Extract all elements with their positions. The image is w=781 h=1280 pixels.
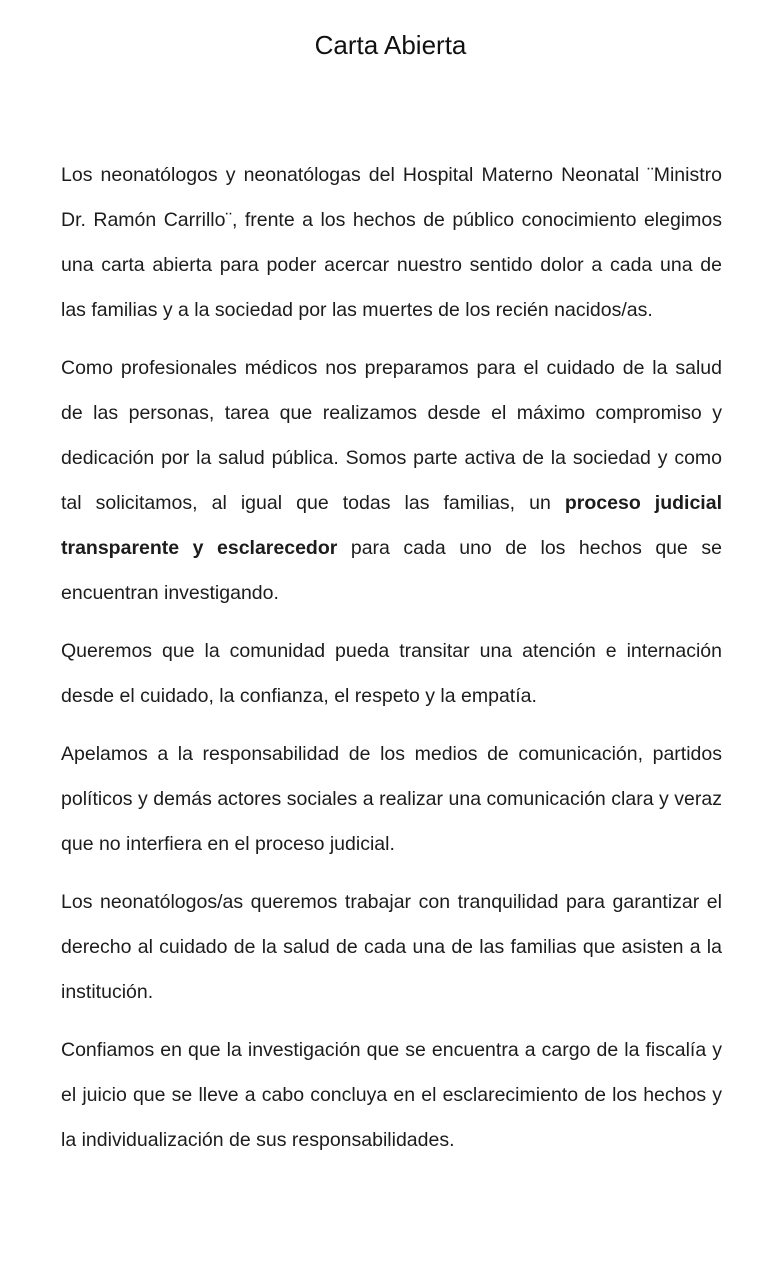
paragraph-intro: Los neonatólogos y neonatólogas del Hospital Materno Neonatal ¨Ministro Dr. Ramón Carrillo¨, frente a los hechos de público conocimiento elegimos una carta abierta para poder acercar nuestro sentido dolor a cada una de las familias y a la sociedad por las muertes de los recién nacidos/as. (61, 164, 722, 321)
paragraph-investigation: Confiamos en que la investigación que se encuentra a cargo de la fiscalía y el juicio que se lleve a cabo concluya en el esclarecimiento de los hechos y la individualización de sus responsabilidades. (61, 1039, 722, 1151)
paragraph-professionals-start: Como profesionales médicos nos preparamos para el cuidado de la salud de las personas, tarea que realizamos desde el máximo compromiso y dedicación por la salud pública. Somos parte activa de la sociedad y como tal solicitamos, al igual que todas las familias, un (61, 357, 722, 514)
paragraph-professionals (61, 346, 722, 616)
paragraph-professionals-end: para cada uno de los hechos que se encuentran investigando. (61, 537, 722, 604)
letter-body (61, 153, 722, 1174)
emphasis-judicial-process: proceso judicial transparente y esclarecedor (61, 492, 722, 559)
paragraph-media: Apelamos a la responsabilidad de los medios de comunicación, partidos políticos y demás actores sociales a realizar una comunicación clara y veraz que no interfiera en el proceso judicial. (61, 743, 722, 855)
paragraph-neonatologists: Los neonatólogos/as queremos trabajar con tranquilidad para garantizar el derecho al cuidado de la salud de cada una de las familias que asisten a la institución. (61, 891, 722, 1003)
letter-title: Carta Abierta (314, 30, 467, 60)
paragraph-community: Queremos que la comunidad pueda transitar una atención e internación desde el cuidado, la confianza, el respeto y la empatía. (61, 640, 722, 707)
